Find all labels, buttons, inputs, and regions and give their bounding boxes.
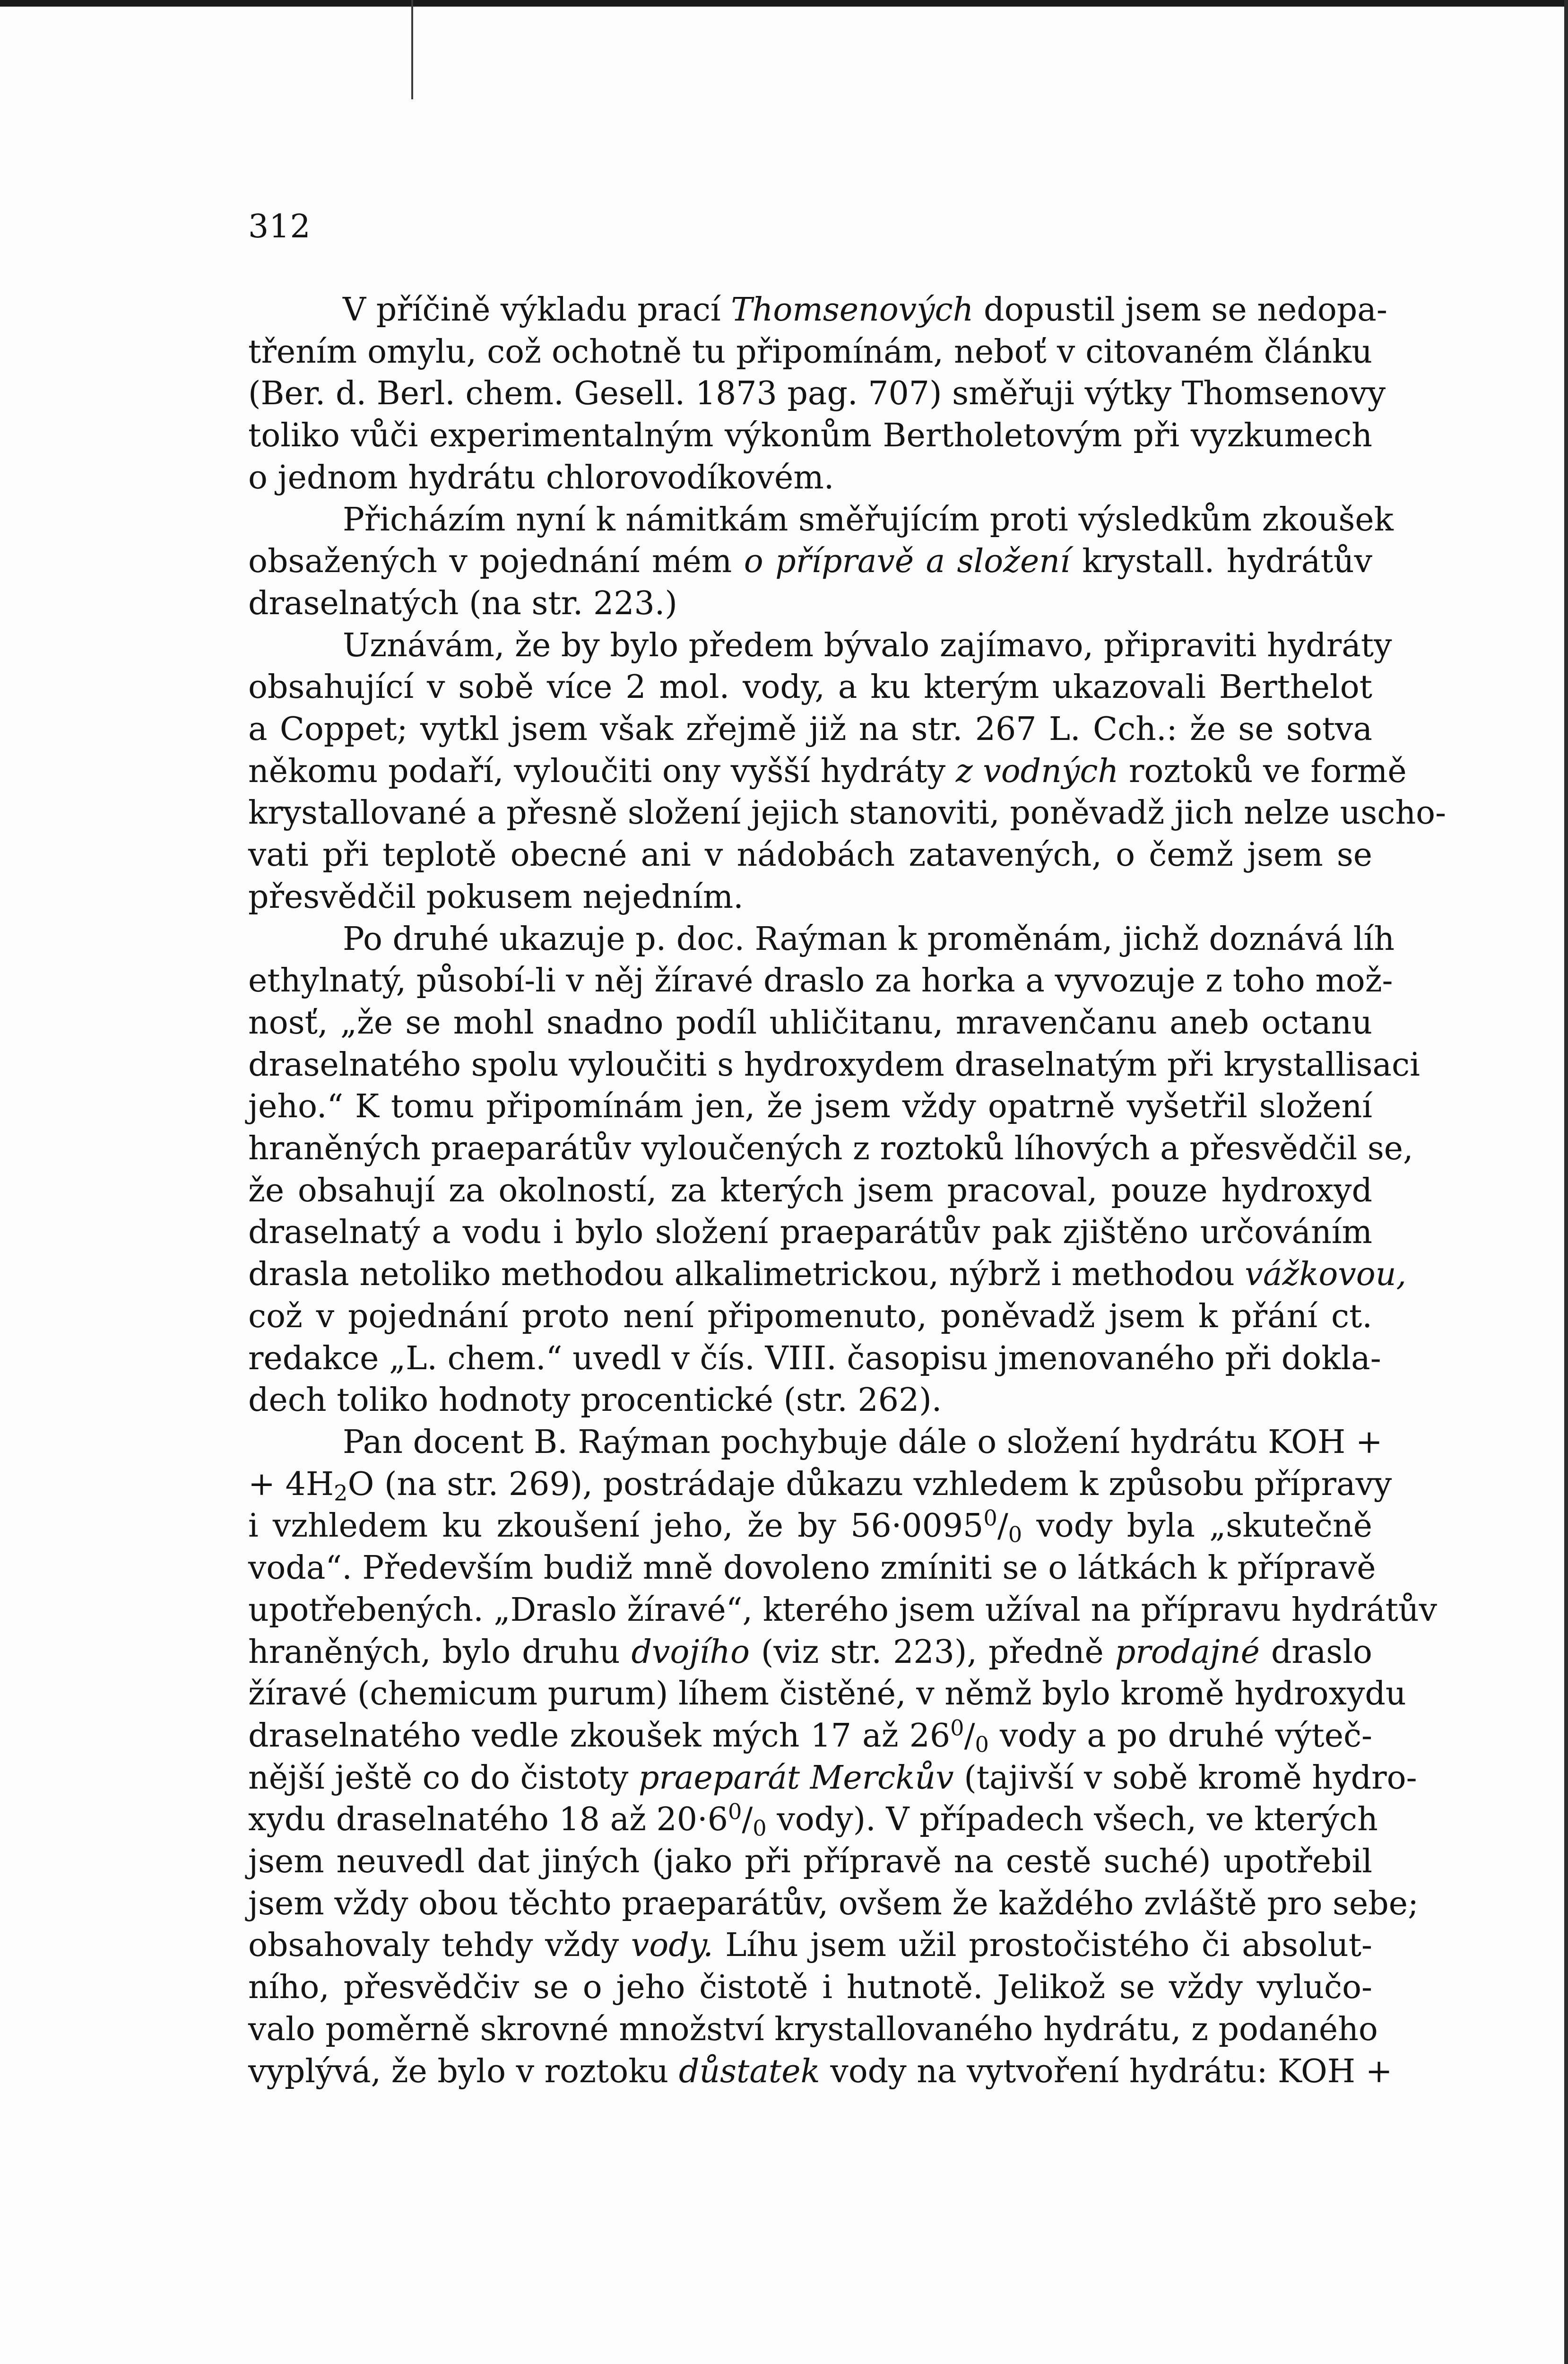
text-run: nosť, „že se mohl snadno podíl uhličitanu, mravenčanu aneb octanu [248,1004,1372,1042]
text-line [248,499,1394,541]
text-run: Uznávám, že by bylo předem bývalo zajímavo, připraviti hydráty [343,626,1392,664]
text-line [248,1254,1407,1296]
text-run: draselnatých (na str. 223.) [248,584,677,622]
text-run: jsem neuvedl dat jiných (jako při přípravě na cestě suché) upotřebil [248,1843,1372,1881]
text-run: hraněných praeparátův vyloučených z roztoků líhových a přesvědčil se, [248,1130,1413,1168]
text-run: draslo [1259,1633,1372,1671]
text-run: vážkovou, [1245,1256,1407,1294]
text-line [248,541,1372,583]
text-run: draselnatého vedle zkoušek mých 17 až 26 [248,1717,951,1755]
text-run: 0 [753,1815,767,1841]
text-run: Pan docent B. Raýman pochybuje dále o složení hydrátu KOH + [343,1423,1383,1461]
text-run: vody a po druhé výteč- [988,1717,1373,1755]
scan-border-right [1564,0,1568,2364]
text-run: Thomsenových [731,291,974,329]
text-run: xydu draselnatého 18 až 20·6 [248,1801,728,1839]
text-run: krystallované a přesně složení jejich stanoviti, poněvadž jich nelze uscho- [248,794,1447,832]
text-line [248,1464,1392,1506]
text-line [248,1044,1420,1086]
text-line [248,1925,1372,1967]
text-run: o jednom hydrátu chlorovodíkovém. [248,459,834,496]
text-run: roztoků ve formě [1118,752,1407,790]
text-run: vody. [631,1927,713,1964]
text-line [248,667,1372,709]
text-run: (tajivší v sobě kromě hydro- [953,1759,1417,1797]
text-run: vody). V případech všech, ve kterých [766,1801,1378,1839]
text-run: draselnatého spolu vyloučiti s hydroxydem draselnatým při krystallisaci [248,1046,1420,1084]
text-run: důstatek [678,2052,820,2090]
text-run: a Coppet; vytkl jsem však zřejmě již na str. 267 L. Cch.: že se sotva [248,711,1372,748]
text-line [248,1505,1372,1547]
text-line [248,331,1372,374]
text-run: Přicházím nyní k námitkám směřujícím proti výsledkům zkoušek [343,501,1394,539]
text-run: / [964,1717,975,1755]
text-line [248,1338,1381,1380]
text-run: přesvědčil pokusem nejedním. [248,878,744,916]
text-run: 0 [983,1505,997,1531]
text-line [248,1673,1406,1715]
text-line [248,919,1395,961]
text-run: drasla netoliko methodou alkalimetrickou, nýbrž i methodou [248,1256,1245,1294]
text-line [248,1547,1376,1590]
text-run: / [997,1507,1008,1545]
text-run: vyplývá, že bylo v roztoku [248,2052,679,2090]
text-run: dvojího [631,1633,750,1671]
text-line [248,1841,1372,1883]
text-run: Líhu jsem užil prostočistého či absolut- [713,1927,1372,1964]
text-line [248,877,1372,919]
text-line [248,1757,1417,1799]
text-line [248,1715,1372,1757]
text-run: ního, přesvědčiv se o jeho čistotě i hutnotě. Jelikož se vždy vylučo- [248,1969,1372,2007]
text-run: + 4H [248,1465,334,1503]
text-line [248,625,1392,667]
text-run: 0 [728,1799,742,1825]
text-line [248,457,1372,499]
text-run: (Ber. d. Berl. chem. Gesell. 1873 pag. 707) směřuji výtky Thomsenovy [248,375,1386,413]
text-run: obsahující v sobě více 2 mol. vody, a ku kterým ukazovali Berthelot [248,669,1372,706]
text-run: redakce „L. chem.“ uvedl v čís. VIII. časopisu jmenovaného při dokla- [248,1339,1381,1377]
text-run: upotřebených. „Draslo žíravé“, kterého jsem užíval na přípravu hydrátův [248,1591,1438,1629]
text-run: nější ještě co do čistoty [248,1759,639,1797]
text-run: ethylnatý, působí-li v něj žíravé draslo za horka a vyvozuje z toho mož- [248,962,1393,1000]
text-line [248,415,1372,457]
text-run: třením omylu, což ochotně tu připomínám, neboť v citovaném článku [248,333,1372,371]
text-run: praeparát Merckův [638,1759,954,1797]
text-line [248,2009,1378,2051]
text-line [248,1883,1419,1925]
text-run: 0 [950,1715,964,1741]
text-run: z vodných [955,752,1119,790]
text-run: prodajné [1115,1633,1260,1671]
text-line [248,1422,1383,1464]
text-line [248,1086,1372,1128]
text-run: krystall. hydrátův [1070,543,1372,581]
text-line [248,709,1372,751]
text-run: dech toliko hodnoty procentické (str. 262). [248,1382,942,1419]
text-run: O (na str. 269), postrádaje důkazu vzhledem k způsobu přípravy [347,1465,1392,1503]
text-line [248,373,1386,415]
text-line [248,1296,1372,1338]
scan-artifact-mark [411,0,413,99]
text-run: valo poměrně skrovné množství krystallovaného hydrátu, z podaného [248,2010,1378,2048]
text-line [248,1002,1372,1044]
text-run: V příčině výkladu prací [343,291,731,329]
text-line [248,289,1387,331]
text-run: hraněných, bylo druhu [248,1633,632,1671]
text-line [248,1212,1372,1254]
text-run: vody na vytvoření hydrátu: KOH + [820,2052,1393,2090]
text-line [248,1967,1372,2009]
text-line [248,583,1372,625]
text-line [248,1128,1413,1170]
text-run: i vzhledem ku zkoušení jeho, že by 56·0095 [248,1507,984,1545]
text-run: jsem vždy obou těchto praeparátův, ovšem že každého zvláště pro sebe; [248,1885,1419,1922]
text-line [248,1380,1372,1422]
text-run: toliko vůči experimentalným výkonům Bertholetovým při vyzkumech [248,417,1372,455]
text-run: / [742,1801,753,1839]
text-run: (viz str. 223), předně [749,1633,1115,1671]
text-line [248,1799,1378,1841]
text-run: 0 [1008,1521,1022,1547]
text-run: vody byla „skutečně [1022,1507,1372,1545]
text-run: voda“. Především budiž mně dovoleno zmíniti se o látkách k přípravě [248,1549,1376,1587]
text-run: někomu podaří, vyloučiti ony vyšší hydráty [248,752,956,790]
text-line [248,834,1372,877]
text-run: obsahovaly tehdy vždy [248,1927,631,1964]
text-line [248,1170,1372,1212]
text-line [248,960,1393,1002]
text-run: Po druhé ukazuje p. doc. Raýman k proměnám, jichž doznává líh [343,920,1395,958]
text-run: jeho.“ K tomu připomínám jen, že jsem vždy opatrně vyšetřil složení [248,1088,1372,1126]
scan-border-top [0,0,1568,7]
text-run: obsažených v pojednání mém [248,543,744,581]
text-run: draselnatý a vodu i bylo složení praeparátův pak zjištěno určováním [248,1214,1372,1252]
text-line [248,751,1407,793]
text-line [248,2051,1393,2093]
page-number: 312 [248,208,311,245]
body-text [248,289,1447,2093]
text-run: že obsahují za okolností, za kterých jsem pracoval, pouze hydroxyd [248,1172,1372,1209]
text-run: o přípravě a složení [744,543,1070,581]
text-run: 2 [334,1480,348,1506]
text-run: 0 [975,1731,989,1757]
text-run: dopustil jsem se nedopa- [973,291,1387,329]
text-run: žíravé (chemicum purum) líhem čistěné, v němž bylo kromě hydroxydu [248,1675,1406,1713]
text-run: což v pojednání proto není připomenuto, poněvadž jsem k přání ct. [248,1297,1372,1335]
text-line [248,1590,1438,1632]
text-run: vati při teplotě obecné ani v nádobách zatavených, o čemž jsem se [248,836,1372,874]
text-line [248,1632,1372,1674]
text-line [248,792,1447,834]
